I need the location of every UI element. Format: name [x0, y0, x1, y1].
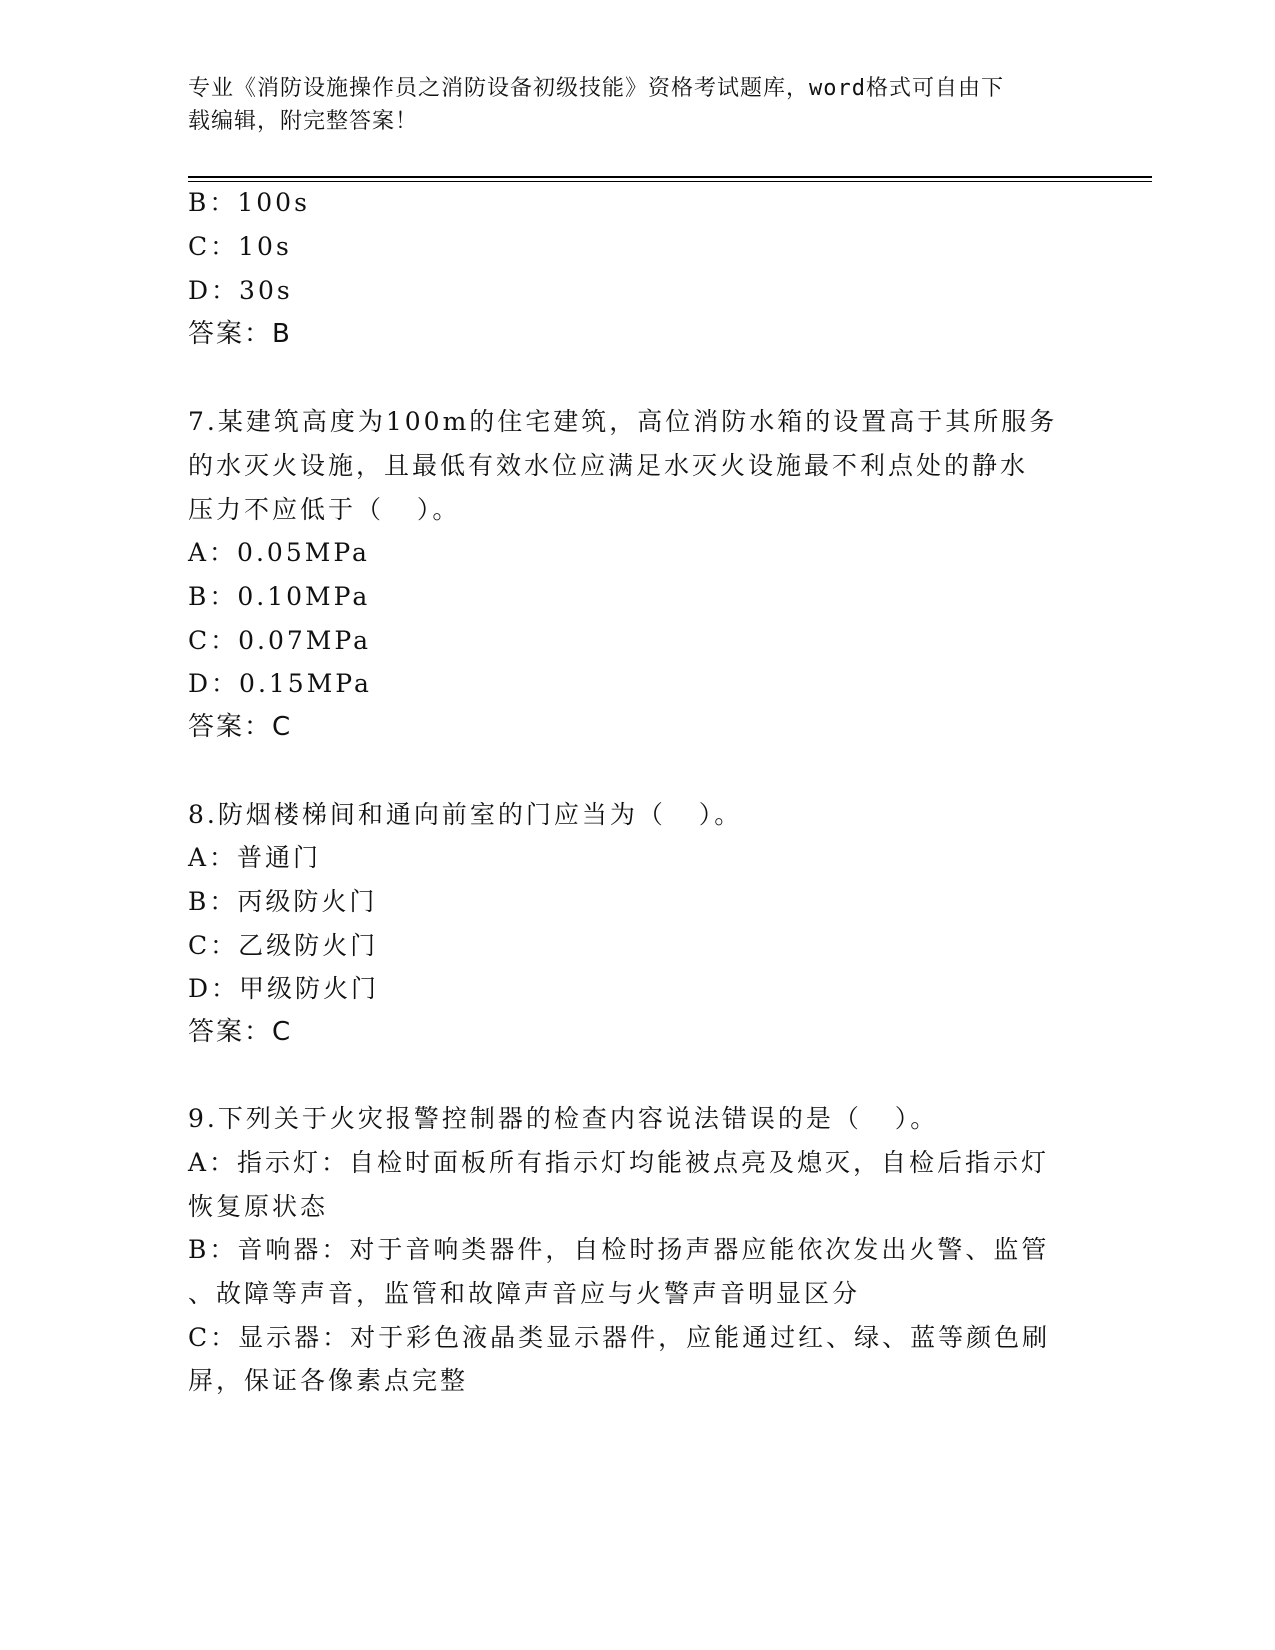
q9-option-a-line-2: 恢复原状态 [188, 1192, 329, 1221]
q8-option-c: C：乙级防火门 [188, 931, 379, 960]
header-rule-thick [188, 176, 1152, 178]
q8-option-b: B：丙级防火门 [188, 887, 378, 916]
option-c: C：10s [188, 232, 292, 261]
option-d: D：30s [188, 276, 293, 305]
q9-option-c-line-2: 屏，保证各像素点完整 [188, 1366, 469, 1395]
q7-option-d: D：0.15MPa [188, 669, 372, 698]
q7-option-b: B：0.10MPa [188, 582, 371, 611]
q9-option-a-line-1: A：指示灯：自检时面板所有指示灯均能被点亮及熄灭，自检后指示灯 [188, 1148, 1050, 1177]
header-rule-thin [188, 181, 1152, 182]
q7-option-c: C：0.07MPa [188, 626, 371, 655]
q8-option-d: D：甲级防火门 [188, 974, 380, 1003]
q7-stem-line-1: 7.某建筑高度为100m的住宅建筑，高位消防水箱的设置高于其所服务 [188, 407, 1058, 436]
q8-answer: 答案：C [188, 1017, 293, 1047]
q7-stem-line-2: 的水灭火设施，且最低有效水位应满足水灭火设施最不利点处的静水 [188, 451, 1029, 480]
q7-stem-line-3: 压力不应低于（ ）。 [188, 495, 461, 524]
option-b: B：100s [188, 188, 310, 217]
header-line-1: 专业《消防设施操作员之消防设备初级技能》资格考试题库，word格式可自由下 [188, 76, 1004, 101]
q9-option-b-line-1: B：音响器：对于音响类器件，自检时扬声器应能依次发出火警、监管 [188, 1235, 1050, 1264]
q9-stem: 9.下列关于火灾报警控制器的检查内容说法错误的是（ ）。 [188, 1104, 939, 1133]
q9-option-c-line-1: C：显示器：对于彩色液晶类显示器件，应能通过红、绿、蓝等颜色刷 [188, 1323, 1051, 1352]
q8-option-a: A：普通门 [188, 843, 322, 872]
q7-option-a: A：0.05MPa [188, 538, 370, 567]
q7-answer: 答案：C [188, 712, 293, 742]
answer: 答案：B [188, 319, 292, 349]
q8-stem: 8.防烟楼梯间和通向前室的门应当为（ ）。 [188, 800, 743, 829]
q9-option-b-line-2: 、故障等声音，监管和故障声音应与火警声音明显区分 [188, 1279, 861, 1308]
header-line-2: 载编辑，附完整答案！ [188, 109, 419, 134]
page-header [188, 72, 1068, 138]
